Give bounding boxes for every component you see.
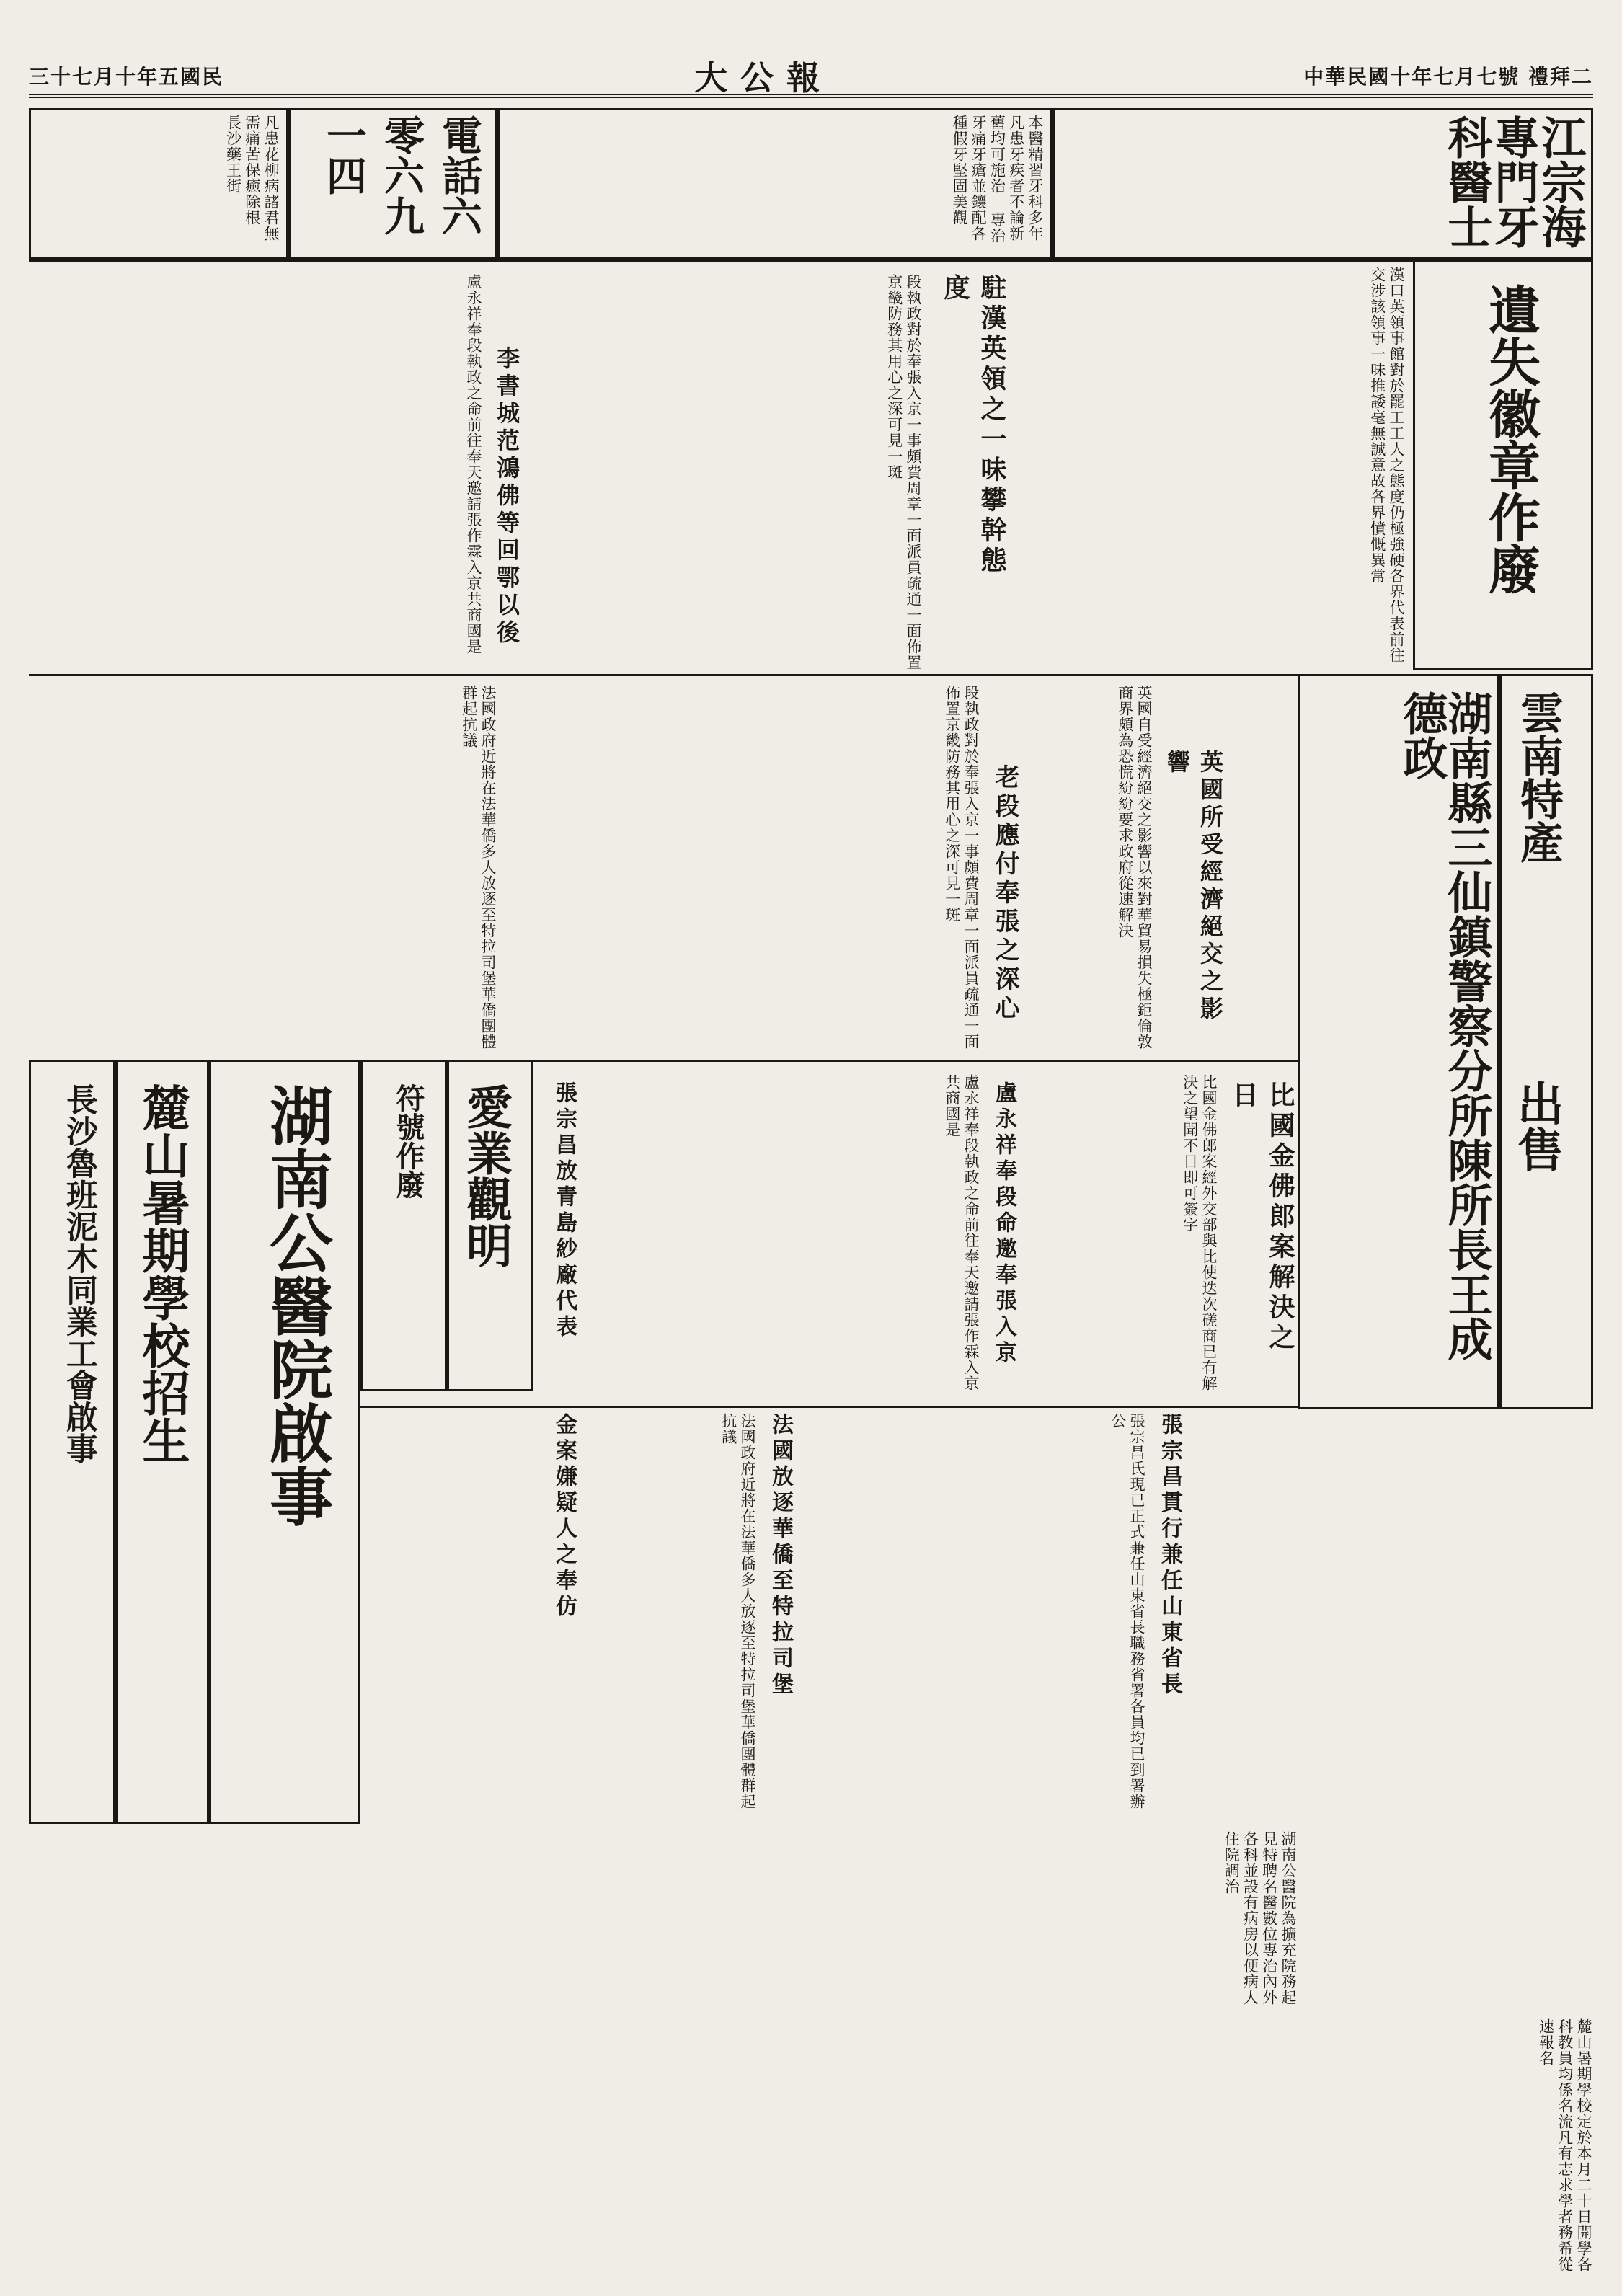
clinic-ad bbox=[1052, 108, 1593, 260]
masthead-date-right: 中華民國十年七月七號 禮拜二 bbox=[1303, 65, 1593, 89]
yunnan-title: 雲南特產 bbox=[1513, 691, 1564, 864]
masthead-title: 大公報 bbox=[694, 58, 833, 97]
xianzhen-title: 湖南縣三仙鎮警察分所陳所長王成德政 bbox=[1396, 691, 1493, 1361]
col-upper-left: 段執政對於奉張入京一事頗費周章一面派員疏通一面佈置京畿防務其用心之深可見一斑 bbox=[885, 274, 922, 670]
cement-ad bbox=[29, 1060, 115, 1824]
col-france-expel: 法國政府近將在法華僑多人放逐至特拉司堡華僑團體群起抗議 bbox=[719, 1413, 756, 1809]
col-duan-zhang: 段執政對於奉張入京一事頗費周章一面派員疏通一面佈置京畿防務其用心之深可見一斑 bbox=[943, 685, 980, 1050]
yunnan-sale: 出售 bbox=[1510, 1080, 1564, 1172]
col-school-body: 麓山暑期學校定於本月二十日開學各科教員均係名流凡有志求學者務希從速報名 bbox=[1537, 2018, 1592, 2272]
headline-belgian-case: 比國金佛郎案解決之日 bbox=[1228, 1081, 1295, 1354]
clinic-ad-body-text: 本醫精習牙科多年凡患牙疾者不論新舊均可施治 專治牙痛牙瘡並鑲配各種假牙堅固美觀 bbox=[951, 115, 1044, 244]
summer-school-ad bbox=[115, 1060, 209, 1824]
phone-ad-body-text: 凡患花柳病諸君無需痛苦保癒除根 長沙藥王街 bbox=[224, 115, 280, 241]
summer-school-title: 麓山暑期學校招生 bbox=[134, 1083, 190, 1464]
headline-lu-yongxiang: 盧永祥奉段命邀奉張入京 bbox=[991, 1081, 1016, 1367]
chemist-ad bbox=[360, 1060, 447, 1391]
xianzhen-ad bbox=[1298, 674, 1499, 1409]
headline-duan-zhang: 老段應付奉張之深心 bbox=[991, 764, 1019, 1024]
col-belgian-case: 比國金佛郎案經外交部與比使迭次磋商已有解決之望聞不日即可簽字 bbox=[1181, 1074, 1218, 1391]
headline-han-consul: 駐漢英領之一味攀幹態度 bbox=[940, 274, 1007, 577]
chemist-ad-title: 符號作廢 bbox=[391, 1083, 425, 1199]
headline-qingdao-mill: 張宗昌放青島紗廠代表 bbox=[551, 1081, 577, 1341]
masthead-date-left: 三十七月十年五國民 bbox=[29, 65, 224, 89]
col-hospital-body: 湖南公醫院為擴充院務起見特聘名醫數位專治內外各科並設有病房以便病人住院調治 bbox=[1223, 1831, 1297, 2005]
phone-ad-title: 電話六零六九一四 bbox=[320, 115, 483, 236]
col-britain-boycott: 英國自受經濟絕交之影響以來對華貿易損失極鉅倫敦商界頗為恐慌紛紛要求政府從速解決 bbox=[1116, 685, 1153, 1050]
phone-ad-body bbox=[29, 108, 288, 260]
col-lu-yongxiang: 盧永祥奉段執政之命前往奉天邀請張作霖入京共商國是 bbox=[943, 1074, 980, 1391]
clinic-ad-title: 江宗海專門牙科醫士 bbox=[1440, 115, 1587, 249]
headline-li-shucheng: 李書城范鴻佛等回鄂以後 bbox=[493, 346, 520, 647]
hospital-ad-title: 湖南公醫院啟事 bbox=[260, 1083, 334, 1528]
clinic-ad-body bbox=[497, 108, 1052, 260]
headline-zhang-governor: 張宗昌貫行兼任山東省長 bbox=[1157, 1413, 1182, 1698]
lost-seal-title: 遺失徽章作廢 bbox=[1480, 283, 1541, 595]
office-ad bbox=[447, 1060, 533, 1391]
headline-france-expel: 法國放逐華僑至特拉司堡 bbox=[768, 1413, 793, 1698]
col-upper-far-left: 盧永祥奉段執政之命前往奉天邀請張作霖入京共商國是 bbox=[465, 274, 482, 655]
headline-jin-case: 金案嫌疑人之奉仿 bbox=[551, 1413, 577, 1621]
col-zhang-governor: 張宗昌氏現已正式兼任山東省長職務省署各員均已到署辦公 bbox=[1109, 1413, 1145, 1809]
office-ad-title: 愛業觀明 bbox=[458, 1083, 513, 1268]
lost-seal-ad bbox=[1413, 260, 1593, 670]
hospital-ad bbox=[209, 1060, 360, 1824]
phone-ad bbox=[288, 108, 497, 260]
yunnan-ad bbox=[1499, 674, 1593, 1409]
masthead bbox=[29, 58, 1593, 98]
cement-ad-title: 長沙魯班泥木同業工會啟事 bbox=[61, 1083, 97, 1464]
col-middle-left: 法國政府近將在法華僑多人放逐至特拉司堡華僑團體群起抗議 bbox=[460, 685, 497, 1050]
col-han-consul: 漢口英領事館對於罷工工人之態度仍極強硬各界代表前往交涉該領事一味推諉毫無誠意故各界憤慨異常 bbox=[1368, 267, 1405, 663]
headline-britain-boycott: 英國所受經濟絕交之影響 bbox=[1164, 750, 1224, 1024]
